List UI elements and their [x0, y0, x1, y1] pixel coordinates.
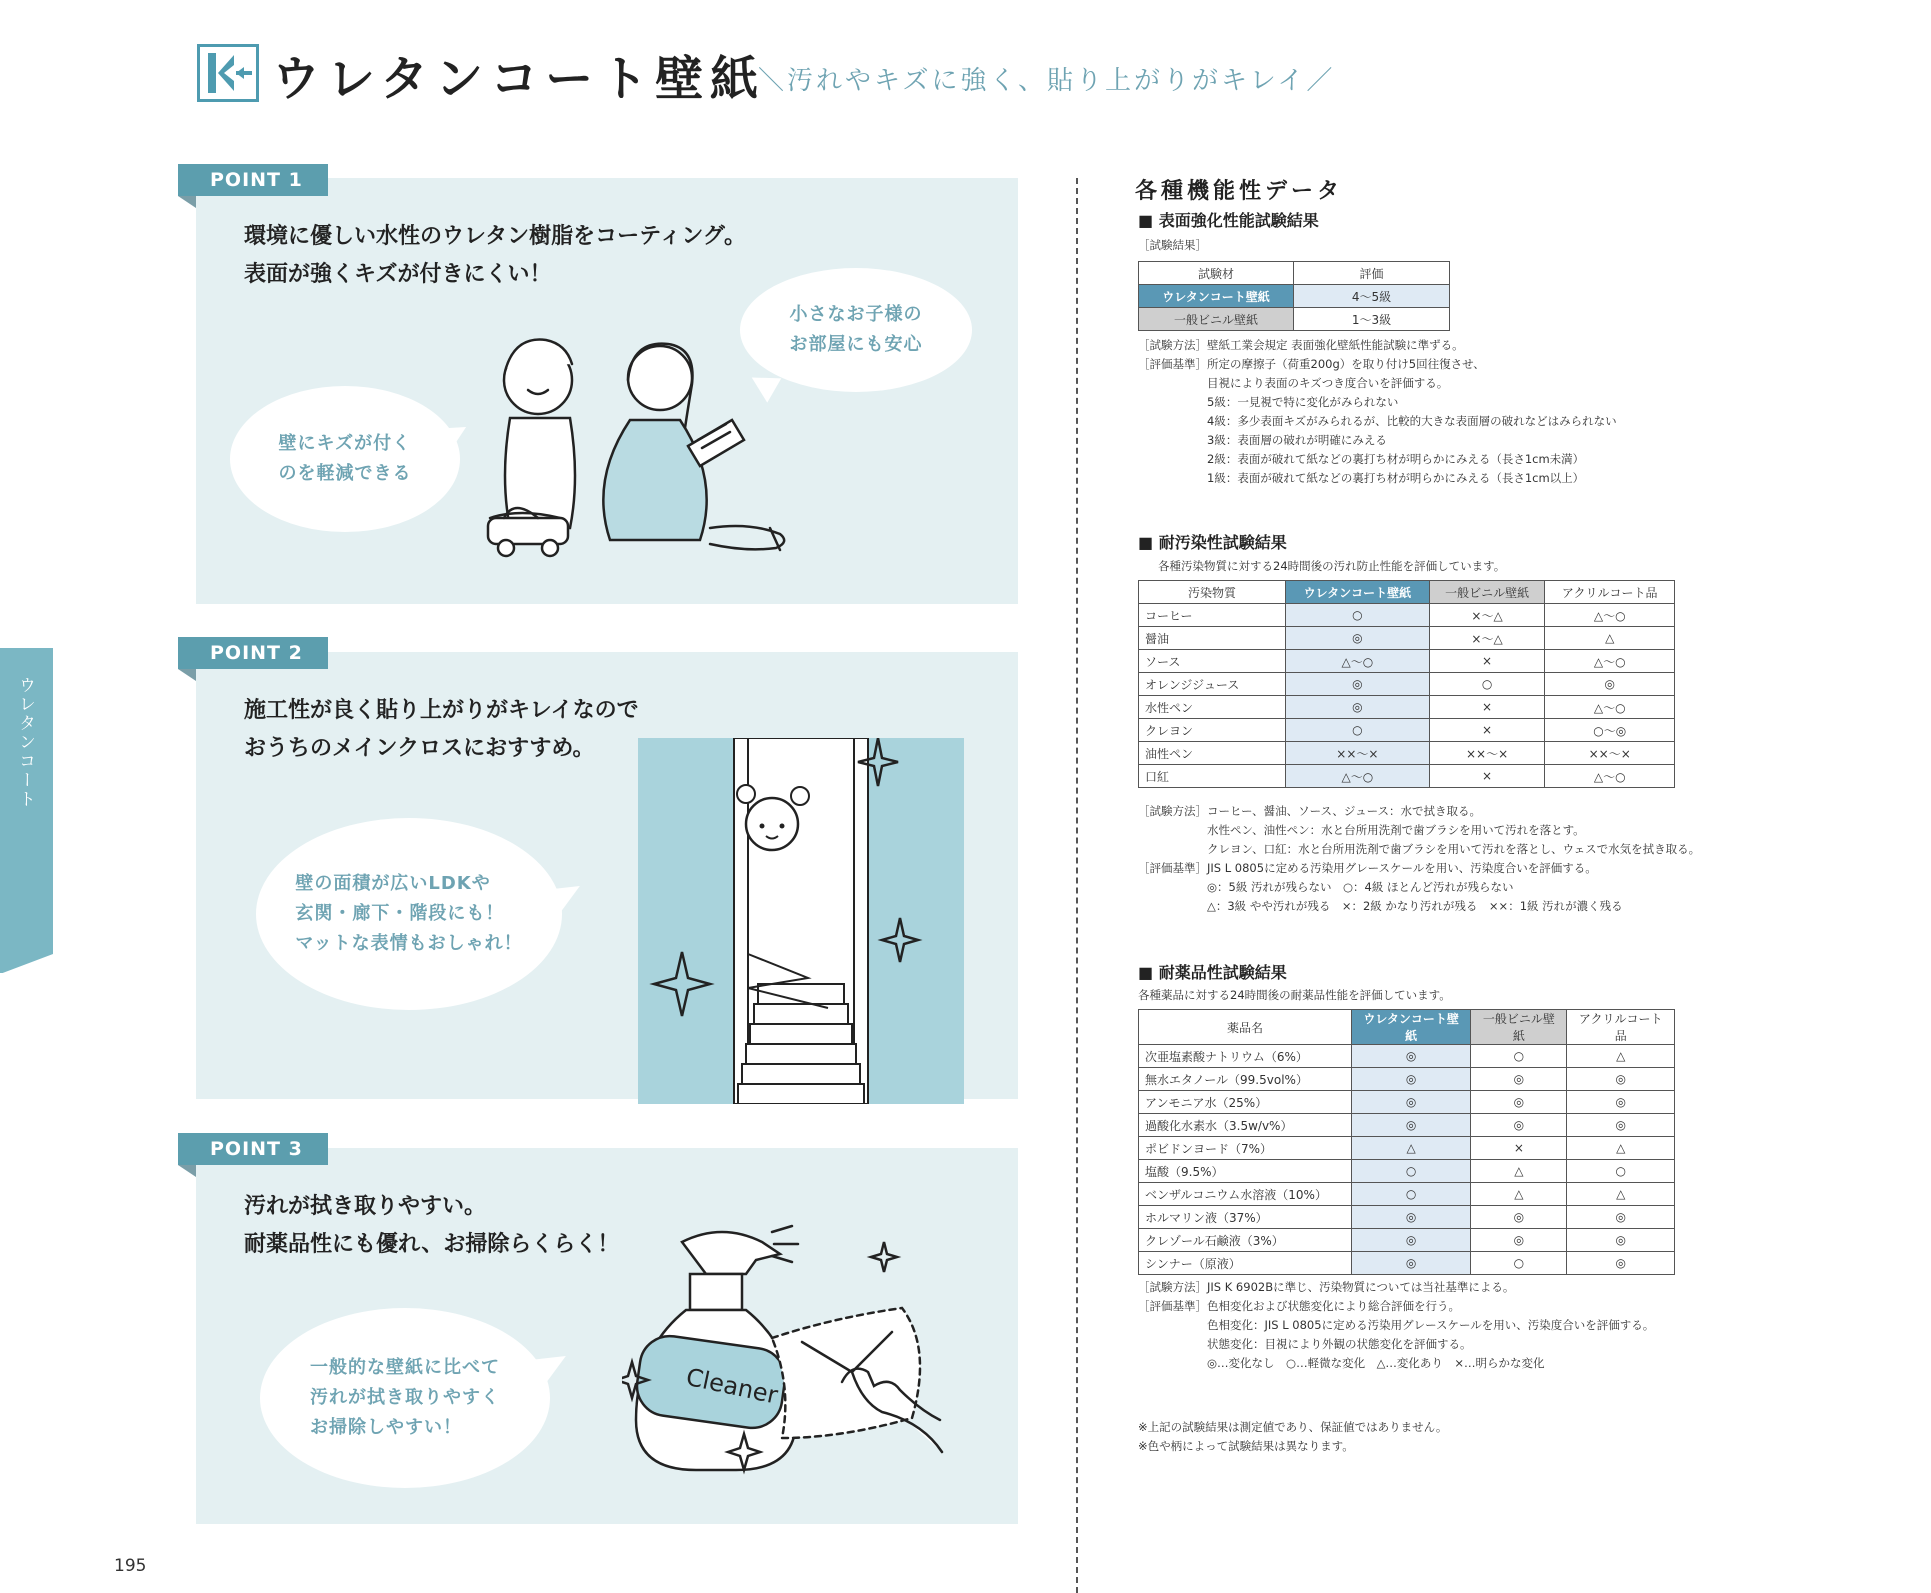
table-cell: △	[1352, 1137, 1471, 1160]
table-cell: ◎	[1352, 1206, 1471, 1229]
point-1-bubble-b: 壁にキズが付く のを軽減できる	[230, 386, 460, 532]
table-cell: ポビドンヨード（7%）	[1139, 1137, 1352, 1160]
table-cell: ××～×	[1286, 742, 1430, 765]
stain-test-table	[1138, 580, 1675, 788]
page-number: 195	[114, 1556, 147, 1576]
table-cell: ×	[1429, 696, 1545, 719]
point-3-label: POINT 3	[178, 1133, 328, 1165]
table-cell: △～○	[1286, 650, 1430, 673]
point-2-headline: 施工性が良く貼り上がりがキレイなので おうちのメインクロスにおすすめ。	[244, 698, 639, 761]
table-cell: アンモニア水（25%）	[1139, 1091, 1352, 1114]
stain-header: ウレタンコート壁紙	[1286, 581, 1430, 604]
stain-header: 一般ビニル壁紙	[1429, 581, 1545, 604]
hallway-stairs-illustration	[638, 738, 964, 1104]
chemical-header: 薬品名	[1139, 1010, 1352, 1045]
table-cell: ホルマリン液（37%）	[1139, 1206, 1352, 1229]
table-row	[1139, 696, 1675, 719]
surface-test-heading: ■ 表面強化性能試験結果	[1138, 211, 1319, 230]
table-cell: ◎	[1352, 1068, 1471, 1091]
stain-test-desc: 各種汚染物質に対する24時間後の汚れ防止性能を評価しています。	[1158, 559, 1506, 573]
stain-header: 汚染物質	[1139, 581, 1286, 604]
point-1-headline: 環境に優しい水性のウレタン樹脂をコーティング。 表面が強くキズが付きにくい！	[244, 224, 747, 287]
table-cell: ○	[1429, 673, 1545, 696]
chemical-test-table	[1138, 1009, 1675, 1275]
table-cell: 醤油	[1139, 627, 1286, 650]
table-cell: ○	[1567, 1160, 1675, 1183]
table-row	[1139, 604, 1675, 627]
table-cell: ◎	[1352, 1114, 1471, 1137]
table-cell: ○～◎	[1545, 719, 1675, 742]
chemical-header: アクリルコート品	[1567, 1010, 1675, 1045]
table-row	[1139, 1160, 1675, 1183]
table-row	[1139, 1206, 1675, 1229]
page-title: ウレタンコート壁紙	[272, 51, 766, 107]
table-cell: ◎	[1352, 1045, 1471, 1068]
table-cell: △～○	[1286, 765, 1430, 788]
stain-notes: ［試験方法］コーヒー、醤油、ソース、ジュース：水で拭き取る。 水性ペン、油性ペン：水と台所用洗剤で歯ブラシを用いて汚れを落とす。 クレヨン、口紅：水と台所用洗剤で歯ブラシを用いて汚れを落とし、ウェスで水気を拭き取る。 ［評価基準］JIS L 0805に定める汚染用グレースケールを用い、汚染度合いを評価する。 ◎：5級 汚れが残らない ○：4級 ほとんど汚れが残らない △：3級 やや汚れが残る ×：2級 かなり汚れが残る ××：1級 汚れが濃く残る	[1138, 804, 1701, 913]
surface-row-name: ウレタンコート壁紙	[1139, 285, 1294, 308]
table-cell: シンナー（原液）	[1139, 1252, 1352, 1275]
side-tab-label: ウレタンコート	[15, 676, 35, 809]
table-cell: △	[1567, 1137, 1675, 1160]
table-row	[1139, 1229, 1675, 1252]
table-row	[1139, 1091, 1675, 1114]
table-cell: ◎	[1352, 1229, 1471, 1252]
page-subtitle: ＼汚れやキズに強く、貼り上がりがキレイ／	[758, 66, 1336, 96]
table-cell: ××～×	[1429, 742, 1545, 765]
table-cell: ○	[1286, 719, 1430, 742]
table-cell: ××～×	[1545, 742, 1675, 765]
table-cell: ◎	[1567, 1229, 1675, 1252]
table-cell: ◎	[1286, 696, 1430, 719]
table-cell: ◎	[1352, 1091, 1471, 1114]
table-row	[1139, 650, 1675, 673]
table-cell: クレヨン	[1139, 719, 1286, 742]
table-row	[1139, 1137, 1675, 1160]
table-cell: ◎	[1286, 627, 1430, 650]
table-cell: ×	[1471, 1137, 1567, 1160]
chemical-test-desc: 各種薬品に対する24時間後の耐薬品性能を評価しています。	[1138, 988, 1451, 1002]
children-playing-illustration	[480, 328, 820, 564]
table-cell: △	[1545, 627, 1675, 650]
table-cell: ◎	[1352, 1252, 1471, 1275]
table-cell: コーヒー	[1139, 604, 1286, 627]
table-cell: ◎	[1471, 1114, 1567, 1137]
table-cell: ◎	[1545, 673, 1675, 696]
stain-header: アクリルコート品	[1545, 581, 1675, 604]
table-cell: ◎	[1567, 1114, 1675, 1137]
surface-header-rating: 評価	[1294, 262, 1450, 285]
surface-notes: ［試験方法］壁紙工業会規定 表面強化壁紙性能試験に準ずる。 ［評価基準］所定の摩擦子（荷重200g）を取り付け5回往復させ、 目視により表面のキズつき度合いを評価する。 5級：一見視で特に変化がみられない 4級：多少表面キズがみられるが、比較的大きな表面層の破れなどはみられない 3級：表面層の破れが明確にみえる 2級：表面が破れて紙などの裏打ち材が明らかにみえる（長さ1cm未満） 1級：表面が破れて紙などの裏打ち材が明らかにみえる（長さ1cm以上）	[1138, 338, 1617, 485]
table-cell: 塩酸（9.5%）	[1139, 1160, 1352, 1183]
column-divider	[1076, 178, 1078, 1593]
table-cell: ◎	[1471, 1068, 1567, 1091]
table-cell: ×	[1429, 719, 1545, 742]
table-cell: ○	[1352, 1183, 1471, 1206]
table-cell: ×	[1429, 650, 1545, 673]
chemical-test-heading: ■ 耐薬品性試験結果	[1138, 963, 1287, 982]
point-2-bubble: 壁の面積が広いLDKや 玄関・廊下・階段にも！ マットな表情もおしゃれ！	[256, 818, 562, 1010]
table-cell: ○	[1471, 1045, 1567, 1068]
table-cell: ×～△	[1429, 627, 1545, 650]
table-row	[1139, 1068, 1675, 1091]
table-row	[1139, 673, 1675, 696]
table-row	[1139, 719, 1675, 742]
table-row	[1139, 1114, 1675, 1137]
chemical-header: ウレタンコート壁紙	[1352, 1010, 1471, 1045]
table-cell: ×	[1429, 765, 1545, 788]
table-cell: ◎	[1286, 673, 1430, 696]
table-row	[1139, 742, 1675, 765]
chemical-notes: ［試験方法］JIS K 6902Bに準じ、汚染物質については当社基準による。 ［評価基準］色相変化および状態変化により総合評価を行う。 色相変化：JIS L 0805に定める汚染用グレースケールを用い、汚染度合いを評価する。 状態変化：目視により外観の状態変化を評価する。 ◎…変化なし ○…軽微な変化 △…変化あり ×…明らかな変化	[1138, 1280, 1655, 1370]
table-cell: 油性ペン	[1139, 742, 1286, 765]
surface-row-value: 1～3級	[1294, 308, 1450, 331]
point-2-label: POINT 2	[178, 637, 328, 669]
table-cell: ◎	[1567, 1252, 1675, 1275]
bottle-label: Cleaner	[683, 1362, 781, 1410]
table-row	[1139, 627, 1675, 650]
table-cell: ソース	[1139, 650, 1286, 673]
table-row	[1139, 1183, 1675, 1206]
table-cell: ○	[1286, 604, 1430, 627]
point-3-bubble: 一般的な壁紙に比べて 汚れが拭き取りやすく お掃除しやすい！	[260, 1308, 550, 1488]
table-cell: ○	[1471, 1252, 1567, 1275]
point-1-bubble-a: 小さなお子様の お部屋にも安心	[740, 268, 972, 392]
footnotes: ※上記の試験結果は測定値であり、保証値ではありません。 ※色や柄によって試験結果は異なります。	[1138, 1420, 1448, 1453]
table-cell: ◎	[1471, 1206, 1567, 1229]
table-cell: △	[1471, 1160, 1567, 1183]
side-index-tab[interactable]	[0, 648, 53, 973]
chemical-header: 一般ビニル壁紙	[1471, 1010, 1567, 1045]
table-cell: △～○	[1545, 604, 1675, 627]
table-row	[1139, 1252, 1675, 1275]
table-cell: 無水エタノール（99.5vol%）	[1139, 1068, 1352, 1091]
table-cell: クレゾール石鹸液（3%）	[1139, 1229, 1352, 1252]
cleaning-spray-illustration	[622, 1222, 982, 1484]
table-cell: △	[1567, 1183, 1675, 1206]
surface-test-table	[1138, 261, 1450, 331]
surface-header-material: 試験材	[1139, 262, 1294, 285]
table-cell: 過酸化水素水（3.5w/v%）	[1139, 1114, 1352, 1137]
surface-row-value: 4～5級	[1294, 285, 1450, 308]
table-cell: ×～△	[1429, 604, 1545, 627]
table-cell: △～○	[1545, 696, 1675, 719]
surface-row-name: 一般ビニル壁紙	[1139, 308, 1294, 331]
table-cell: △	[1567, 1045, 1675, 1068]
stain-test-heading: ■ 耐汚染性試験結果	[1138, 533, 1287, 552]
table-cell: ○	[1352, 1160, 1471, 1183]
table-cell: △～○	[1545, 765, 1675, 788]
table-cell: ◎	[1567, 1091, 1675, 1114]
table-row	[1139, 765, 1675, 788]
point-1-label: POINT 1	[178, 164, 328, 196]
table-cell: 口紅	[1139, 765, 1286, 788]
table-row	[1139, 1045, 1675, 1068]
table-cell: 水性ペン	[1139, 696, 1286, 719]
table-cell: ◎	[1471, 1091, 1567, 1114]
table-cell: ベンザルコニウム水溶液（10%）	[1139, 1183, 1352, 1206]
table-cell: △～○	[1545, 650, 1675, 673]
table-cell: ◎	[1471, 1229, 1567, 1252]
point-3-headline: 汚れが拭き取りやすい。 耐薬品性にも優れ、お掃除らくらく！	[244, 1194, 620, 1257]
brand-logo-icon	[197, 44, 259, 102]
table-cell: 次亜塩素酸ナトリウム（6%）	[1139, 1045, 1352, 1068]
table-cell: ◎	[1567, 1206, 1675, 1229]
table-cell: △	[1471, 1183, 1567, 1206]
table-cell: ◎	[1567, 1068, 1675, 1091]
data-section-title: 各種機能性データ	[1135, 179, 1344, 204]
surface-result-label: ［試験結果］	[1138, 238, 1207, 252]
table-cell: オレンジジュース	[1139, 673, 1286, 696]
